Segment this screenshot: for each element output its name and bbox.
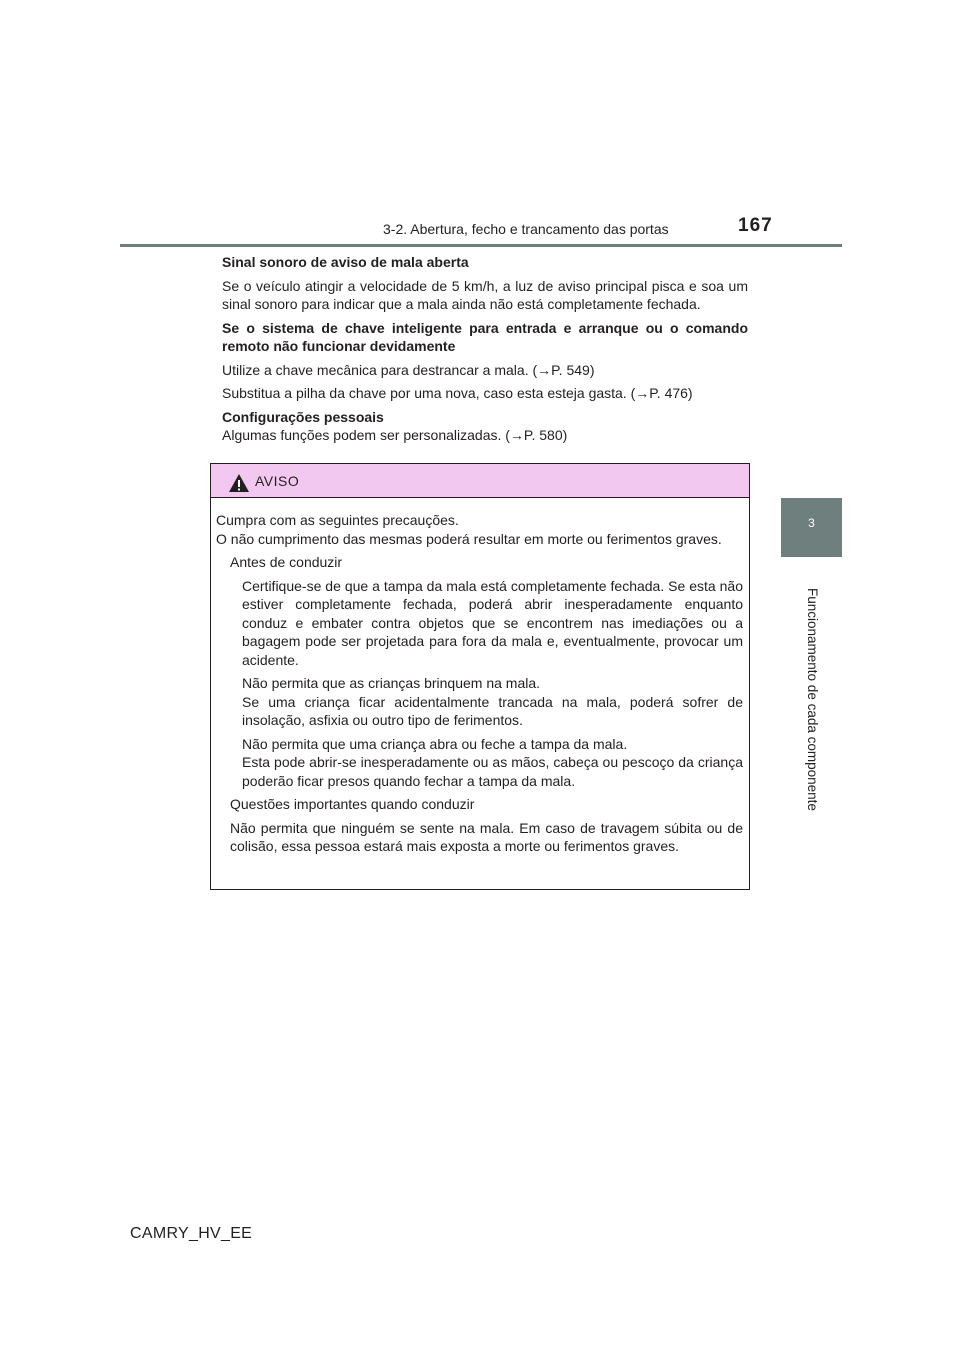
before-driving-item-1: Certifique-se de que a tampa da mala está completamente fechada. Se esta não estiver completamente fechada, poderá abrir inesperadamente enquanto conduz e embater contra objetos que se encontrem nas imediações ou a bagagem pode ser projetada para fora da mala e, eventualmente, provocar um acidente. <box>242 577 743 668</box>
smart-key-heading: Se o sistema de chave inteligente para entrada e arranque ou o comando remoto não funcionar devidamente <box>222 319 748 354</box>
trunk-alert-heading: Sinal sonoro de aviso de mala aberta <box>222 254 469 270</box>
header-divider <box>120 244 842 247</box>
smart-key-text-1: Utilize a chave mecânica para destrancar a mala. (→P. 549) <box>222 361 595 378</box>
warning-intro-2: O não cumprimento das mesmas poderá resultar em morte ou ferimentos graves. <box>216 530 722 547</box>
warning-box <box>210 463 750 890</box>
while-driving-heading: Questões importantes quando conduzir <box>230 796 475 812</box>
before-driving-item-2a: Não permita que as crianças brinquem na mala. <box>242 675 541 691</box>
while-driving-text: Não permita que ninguém se sente na mala. Em caso de travagem súbita ou de colisão, essa pessoa estará mais exposta a morte ou ferimentos graves. <box>230 819 743 854</box>
warning-title: AVISO <box>255 473 300 489</box>
chapter-tab <box>781 498 842 557</box>
personal-settings-heading: Configurações pessoais <box>222 408 384 425</box>
chapter-number: 3 <box>808 516 815 530</box>
chapter-title: Funcionamento de cada componente <box>805 588 820 811</box>
document-code: CAMRY_HV_EE <box>130 1225 253 1242</box>
main-content <box>222 253 748 445</box>
smart-key-text-2: Substitua a pilha da chave por uma nova, caso esta esteja gasta. (→P. 476) <box>222 385 693 401</box>
page-number: 167 <box>738 215 773 236</box>
warning-body <box>211 498 749 856</box>
warning-triangle-icon <box>228 473 250 493</box>
section-title: 3-2. Abertura, fecho e trancamento das portas <box>383 221 669 237</box>
before-driving-item-3a: Não permita que uma criança abra ou feche a tampa da mala. <box>242 735 628 752</box>
warning-header <box>211 464 749 498</box>
before-driving-item-2b: Se uma criança ficar acidentalmente trancada na mala, poderá sofrer de insolação, asfixia ou outro tipo de ferimentos. <box>242 693 743 728</box>
warning-intro-1: Cumpra com as seguintes precauções. <box>216 512 459 528</box>
before-driving-item-3b: Esta pode abrir-se inesperadamente ou as mãos, cabeça ou pescoço da criança poderão ficar presos quando fechar a tampa da mala. <box>242 754 743 789</box>
personal-settings-text: Algumas funções podem ser personalizadas. (→P. 580) <box>222 427 568 443</box>
trunk-alert-text: Se o veículo atingir a velocidade de 5 km/h, a luz de aviso principal pisca e soa um sinal sonoro para indicar que a mala ainda não está completamente fechada. <box>222 277 748 312</box>
before-driving-heading: Antes de conduzir <box>230 554 343 570</box>
